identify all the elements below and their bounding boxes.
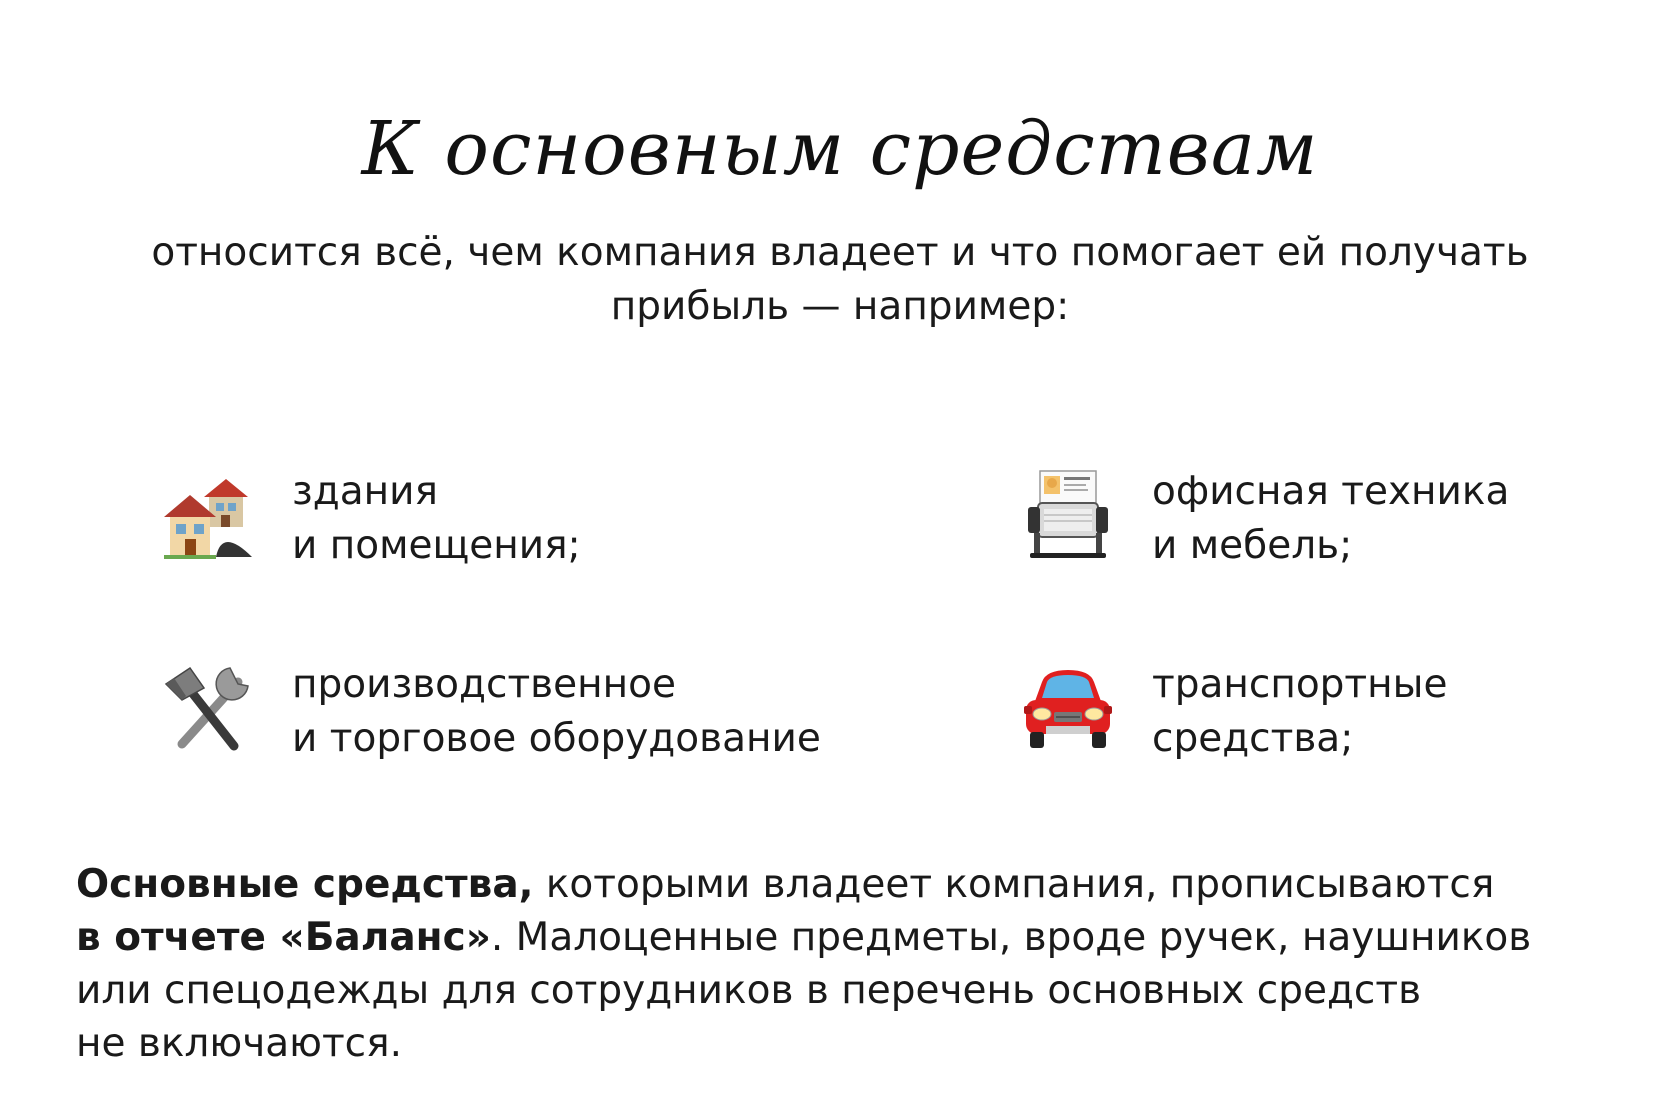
footer-bold-report: в отчете «Баланс» [76,915,491,960]
item-label-line-2: и помещения; [292,523,581,568]
houses-icon [160,467,256,563]
item-label-line-2: и мебель; [1152,523,1353,568]
item-label-line-1: транспортные [1152,662,1448,707]
hammer-wrench-icon [160,660,256,756]
footer-line-2 [76,911,1636,964]
item-label-line-1: здания [292,469,438,514]
item-label-line-2: средства; [1152,716,1354,761]
footer-text: . Малоценные предметы, вроде ручек, наушников [490,915,1532,960]
item-label-line-2: и торговое оборудование [292,716,821,761]
item-label [1152,465,1509,573]
footer-paragraph [76,858,1636,1070]
item-label [292,465,581,573]
page-title: К основным средствам [361,106,1319,192]
footer-bold-term: Основные средства, [76,862,534,907]
list-item-equipment [160,658,821,766]
office-equipment-icon [1020,467,1116,563]
car-icon [1020,660,1116,756]
footer-text: которыми владеет компания, прописываются [533,862,1495,907]
page-subtitle [60,226,1620,334]
footer-line-1 [76,858,1636,911]
item-label-line-1: офисная техника [1152,469,1510,514]
subtitle-line-1: относится всё, чем компания владеет и что помогает ей получать [151,230,1529,275]
list-item-vehicles [1020,658,1447,766]
item-label [292,658,821,766]
item-label [1152,658,1447,766]
footer-line-4: не включаются. [76,1021,402,1066]
subtitle-line-2: прибыль — например: [610,284,1070,329]
list-item-buildings [160,465,581,573]
footer-line-3: или спецодежды для сотрудников в перечень основных средств [76,968,1422,1013]
list-item-office-equipment [1020,465,1509,573]
item-label-line-1: производственное [292,662,677,707]
